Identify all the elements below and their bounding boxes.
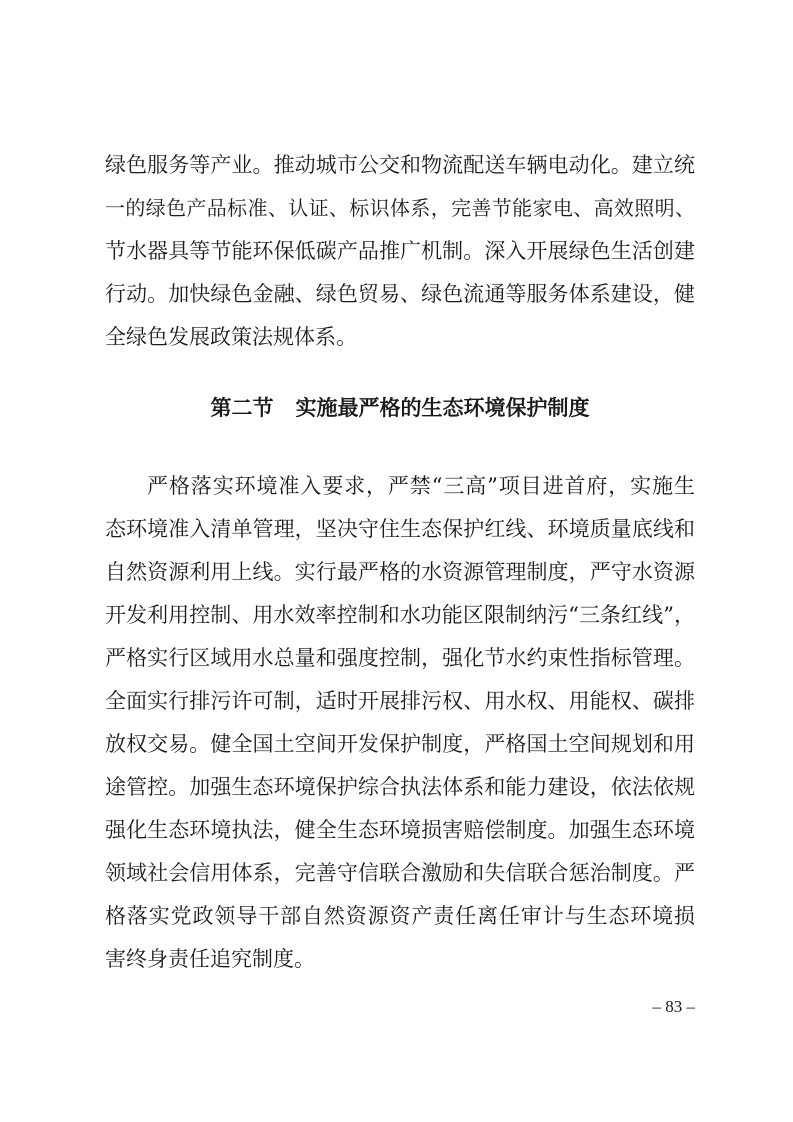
paragraph-line: 开发利用控制、用水效率控制和水功能区限制纳污“三条红线”， [105, 603, 695, 627]
paragraph-line: 态环境准入清单管理，坚决守住生态保护红线、环境质量底线和 [105, 517, 695, 541]
paragraph-line: 领域社会信用体系，完善守信联合激励和失信联合惩治制度。严 [105, 861, 695, 885]
paragraph-line: 途管控。加强生态环境保护综合执法体系和能力建设，依法依规 [105, 775, 695, 799]
paragraph-line: 放权交易。健全国土空间开发保护制度，严格国土空间规划和用 [105, 732, 695, 756]
paragraph-line: 一的绿色产品标准、认证、标识体系，完善节能家电、高效照明、 [105, 196, 695, 220]
paragraph-line: 格落实党政领导干部自然资源资产责任离任审计与生态环境损 [105, 904, 695, 928]
paragraph-line: 全绿色发展政策法规体系。 [105, 325, 357, 349]
section-number: 第二节 [210, 396, 274, 420]
paragraph-line: 行动。加快绿色金融、绿色贸易、绿色流通等服务体系建设，健 [105, 282, 695, 306]
paragraph-line: 严格实行区域用水总量和强度控制，强化节水约束性指标管理。 [105, 646, 695, 670]
paragraph-line: 害终身责任追究制度。 [105, 947, 315, 971]
paragraph-line: 节水器具等节能环保低碳产品推广机制。深入开展绿色生活创建 [105, 239, 695, 263]
section-title: 实施最严格的生态环境保护制度 [295, 396, 590, 420]
paragraph-line: 强化生态环境执法，健全生态环境损害赔偿制度。加强生态环境 [105, 818, 695, 842]
paragraph-line: 自然资源利用上线。实行最严格的水资源管理制度，严守水资源 [105, 560, 695, 584]
paragraph-line: 绿色服务等产业。推动城市公交和物流配送车辆电动化。建立统 [105, 153, 695, 177]
paragraph-line: 严格落实环境准入要求，严禁“三高”项目进首府，实施生 [147, 474, 695, 498]
section-heading [105, 388, 695, 428]
paragraph-line: 全面实行排污许可制，适时开展排污权、用水权、用能权、碳排 [105, 689, 695, 713]
page-number: – 83 – [652, 997, 695, 1016]
